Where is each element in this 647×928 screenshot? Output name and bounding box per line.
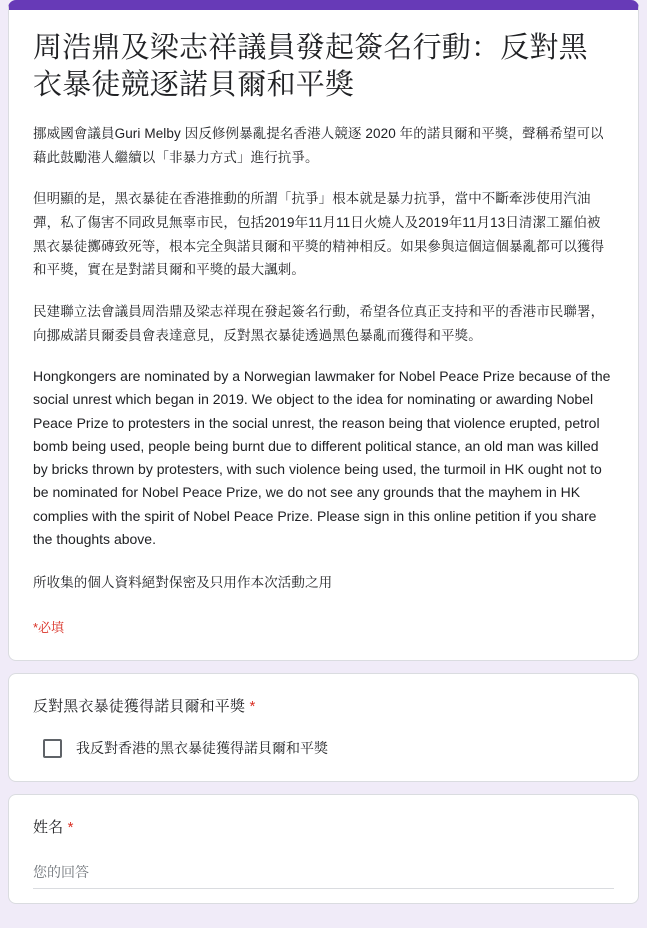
privacy-note: 所收集的個人資料絕對保密及只用作本次活動之用 [33, 575, 333, 591]
description-paragraph-english: Hongkongers are nominated by a Norwegian lawmaker for Nobel Peace Prize because of the social unrest which began in 2019. We object to the idea for nominating or awarding Nobel Peace Prize to protesters in the social unrest, the reason being that violence erupted, petrol bomb being used, people being burnt due to different political stance, an old man was killed by bricks thrown by protesters, with such violence being used, the turmoil in HK ought not to be nominated for Nobel Peace Prize, we do not see any grounds that the mayhem in HK complies with the spirit of Nobel Peace Prize. Please sign in this online petition if you share the thoughts above. [33, 368, 611, 547]
question-title-text: 姓名 [33, 819, 64, 837]
required-asterisk: * [67, 819, 74, 837]
question-card-objection [8, 673, 639, 783]
question-title-objection [33, 696, 614, 719]
description-paragraph-3: 民建聯立法會議員周浩鼎及梁志祥現在發起簽名行動，希望各位真正支持和平的香港市民聯署，向挪威諾貝爾委員會表達意見，反對黑衣暴徒透過黑色暴亂而獲得和平獎。 [33, 303, 605, 343]
question-title-text: 反對黑衣暴徒獲得諾貝爾和平獎 [33, 697, 246, 715]
page-title: 周浩鼎及梁志祥議員發起簽名行動：反對黑衣暴徒競逐諾貝爾和平獎 [33, 32, 588, 102]
checkbox-option-label[interactable]: 我反對香港的黑衣暴徒獲得諾貝爾和平獎 [76, 740, 328, 757]
description-paragraph-2: 但明顯的是，黑衣暴徒在香港推動的所謂「抗爭」根本就是暴力抗爭，當中不斷牽涉使用汽油彈，私了傷害不同政見無辜市民，包括2019年11月11日火燒人及2019年11月13日清潔工羅伯被黑衣暴徒擲磚致死等，根本完全與諾貝爾和平獎的精神相反。如果參與這個這個暴亂都可以獲得和平獎，實在是對諾貝爾和平獎的最大諷刺。 [33, 191, 605, 278]
description-paragraph-1: 挪威國會議員Guri Melby 因反修例暴亂提名香港人競逐 2020 年的諾貝爾和平獎，聲稱希望可以藉此鼓勵港人繼續以「非暴力方式」進行抗爭。 [33, 126, 604, 165]
form-header-inner [9, 10, 638, 660]
question-title-name [33, 817, 614, 840]
required-asterisk: * [249, 697, 256, 715]
name-answer-input[interactable] [33, 858, 614, 889]
question-card-name [8, 794, 639, 904]
checkbox-icon[interactable] [43, 739, 62, 758]
checkbox-option-row[interactable] [33, 736, 614, 759]
required-field-note: *必填 [33, 619, 65, 635]
form-header-card [8, 0, 639, 661]
